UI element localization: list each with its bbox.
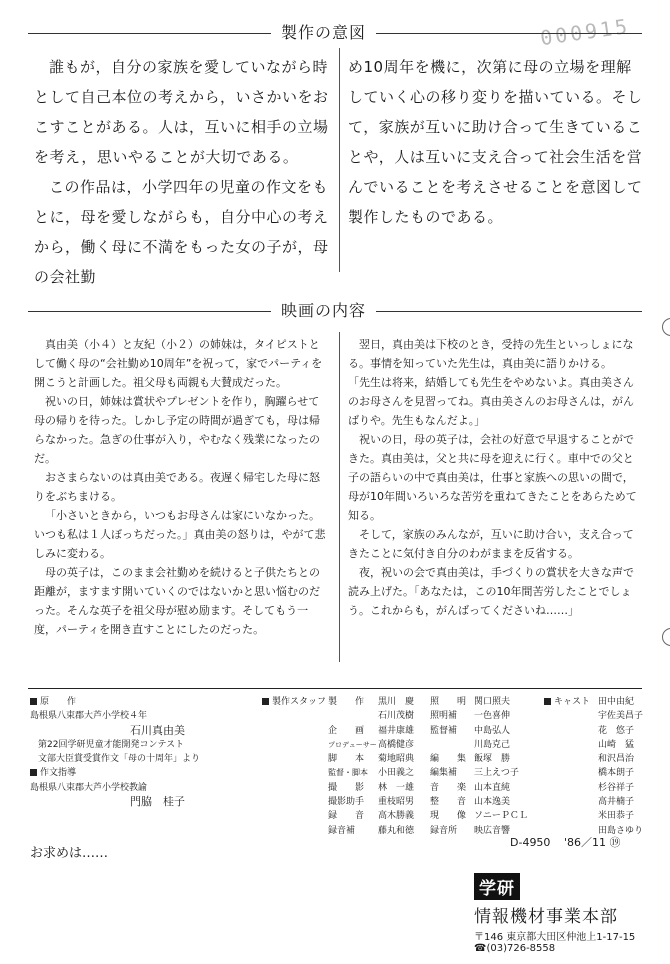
content-left-paragraph-5: 母の英子は，このまま会社勤めを続けると子供たちとの距離が，ますます開いていくのではないかと思い悩むのだった。そんな英子を祖父母が慰め励ます。そしてもう一度，パーティを開き直すことにしたのだった。 — [34, 566, 320, 636]
intent-right-column — [348, 52, 644, 232]
content-left-paragraph-2: 祝いの日，姉妹は賞状やプレゼントを作り，胸躍らせて母の帰りを待った。しかし予定の時間が過ぎても，母は帰らなかった。急ぎの仕事が入り，やむなく残業になったのだ。 — [34, 395, 320, 465]
staff-person: 林 一雄 — [378, 782, 415, 793]
cast-member: 宇佐美昌子 — [598, 711, 644, 722]
original-name: 石川真由美 — [130, 723, 185, 737]
staff-role: 監督補 — [430, 725, 458, 736]
staff-person: 福井康雄 — [378, 725, 415, 736]
content-left-paragraph-1: 真由美（小４）と友紀（小２）の姉妹は，タイピストとして働く母の“会社勤め10周年”を祝って，家でパーティを開こうと計画した。祖父母も両親も大賛成だった。 — [34, 338, 323, 389]
staff-person: 高橋健彦 — [378, 739, 415, 750]
cast-member: 杉谷祥子 — [598, 782, 635, 793]
award-line-1: 第22回学研児童才能開発コンテスト — [38, 739, 185, 750]
staff-column-1 — [328, 695, 438, 838]
content-right-paragraph-4: そして，家族のみんなが，互いに助け合い，支え合ってきたことに気付き自分のわがままを反省する。 — [348, 528, 634, 560]
cast-member: 高井楠子 — [598, 797, 635, 808]
credits-original-block — [30, 695, 258, 809]
original-org: 島根県八束郡大芦小学校４年 — [30, 711, 148, 722]
company-address: 〒146 東京都大田区仲池上1-17-15 — [474, 932, 636, 943]
content-left-paragraph-3: おさまらないのは真由美である。夜遅く帰宅した母に怒りをぶちまける。 — [34, 471, 320, 503]
staff-role: 録 音 — [328, 811, 365, 822]
staff-role: 編 集 — [430, 754, 467, 765]
catalog-code-row — [510, 834, 620, 850]
cast-member: 田島さゆり — [598, 825, 644, 836]
cast-member: 橋本朗子 — [598, 768, 635, 779]
guidance-org: 島根県八束郡大芦小学校教諭 — [30, 782, 148, 793]
company-logo: 学研 — [474, 873, 520, 900]
content-right-paragraph-2: 「先生は将来，結婚しても先生をやめないよ。真由美さんのお母さんを見習ってね。真由美さんのお母さんは，がんばりや。先生もなんだよ。」 — [348, 376, 634, 427]
original-label: 原 作 — [40, 697, 77, 707]
cast-list — [598, 695, 666, 838]
staff-person: 石川茂樹 — [378, 711, 415, 722]
staff-person: 三上えつ子 — [474, 768, 519, 779]
staff-person: 映広音響 — [474, 825, 511, 836]
staff-column-2 — [430, 695, 542, 838]
staff-role: 脚 本 — [328, 754, 365, 765]
staff-person: 関口照夫 — [474, 697, 511, 707]
catalog-mark: ⑲ — [609, 836, 621, 849]
bullet-icon — [544, 698, 551, 705]
intent-column-divider — [339, 48, 340, 272]
content-right-paragraph-3: 祝いの日，母の英子は，会社の好意で早退することができた。真由美は，父と共に母を迎えに行く。車中での父と子の語らいの中で真由美は，仕事と家族への思いの間で，母が10年間いろいろな苦労を重ねてきたことをあらためて知る。 — [348, 433, 637, 522]
staff-person: 高木勝義 — [378, 811, 415, 822]
staff-role: 製 作 — [328, 697, 365, 707]
staff-person: 一色喜伸 — [474, 711, 511, 722]
staff-role: プロデューサー — [328, 740, 377, 749]
content-right-paragraph-1: 翌日，真由美は下校のとき，受持の先生といっしょになる。事情を知っていた先生は，真由美に語りかける。 — [348, 338, 634, 370]
order-text: お求めは…… — [30, 846, 109, 861]
staff-role: 照 明 — [430, 697, 467, 707]
staff-person: 飯塚 勝 — [474, 754, 511, 765]
staff-role: 照明補 — [430, 711, 458, 722]
company-division: 情報機材事業本部 — [474, 907, 618, 927]
cast-member: 山崎 猛 — [598, 739, 635, 750]
staff-person: 川島克己 — [474, 739, 511, 750]
guidance-name: 門脇 桂子 — [130, 795, 185, 809]
punch-hole-upper — [662, 318, 670, 336]
bullet-icon — [30, 698, 37, 705]
company-phone: ☎(03)726-8558 — [474, 943, 556, 954]
guidance-label: 作文指導 — [40, 768, 77, 779]
archive-stamp: 000915 — [538, 13, 632, 51]
cast-member: 花 悠子 — [598, 725, 635, 736]
cast-member: 米田恭子 — [598, 811, 635, 822]
credits-top-rule — [28, 688, 642, 689]
intent-section-title: 製作の意図 — [271, 23, 376, 43]
staff-person: 中島弘人 — [474, 725, 511, 736]
staff-role: 撮影助手 — [328, 797, 365, 808]
credits-staff-label — [262, 695, 326, 709]
content-left-paragraph-4: 「小さいときから，いつもお母さんは家にいなかった。いつも私は１人ぼっちだった。」真由美の怒りは，やがて悲しみに変わる。 — [34, 509, 326, 560]
staff-role: 撮 影 — [328, 782, 365, 793]
cast-label-text: キャスト — [554, 697, 591, 707]
staff-person: 藤丸和徳 — [378, 825, 415, 836]
bullet-icon — [262, 698, 269, 705]
company-block — [474, 873, 664, 954]
award-line-2: 文部大臣賞受賞作文「母の十周年」より — [38, 754, 201, 765]
intent-left-column — [34, 52, 330, 292]
punch-hole-lower — [662, 628, 670, 646]
staff-role: 企 画 — [328, 725, 365, 736]
content-column-divider — [339, 332, 340, 662]
staff-role: 整 音 — [430, 797, 467, 808]
cast-member: 田中由紀 — [598, 697, 635, 707]
staff-person: ソニーＰＣＬ — [474, 811, 528, 822]
staff-role: 音 楽 — [430, 782, 467, 793]
staff-person: 山本直純 — [474, 782, 511, 793]
staff-label-text: 製作スタッフ — [272, 697, 327, 707]
guidance-label-row — [30, 766, 258, 780]
staff-person: 黒川 慶 — [378, 697, 415, 707]
original-label-row — [30, 695, 258, 709]
catalog-code: D-4950 — [510, 836, 551, 849]
staff-role: 監督・脚本 — [328, 768, 368, 778]
content-left-column — [34, 335, 330, 639]
staff-person: 重枝昭男 — [378, 797, 415, 808]
credits-cast-label — [544, 695, 590, 709]
content-right-paragraph-5: 夜，祝いの会で真由美は，手づくりの賞状を大きな声で読み上げた。「あなたは，この10年間苦労したことでしょう。これからも，がんばってくださいね……」 — [348, 566, 634, 617]
bullet-icon — [30, 769, 37, 776]
staff-role: 編集補 — [430, 768, 458, 779]
intent-right-paragraph-1: め10周年を機に，次第に母の立場を理解していく心の移り変りを描いている。そして，家族が互いに助け合って生きていることや，人は互いに支え合って社会生活を営んでいることを考えさせることを意図して製作したものである。 — [348, 58, 643, 226]
staff-person: 菊地昭典 — [378, 754, 415, 765]
staff-person: 小田義之 — [378, 768, 415, 779]
content-right-column — [348, 335, 644, 620]
intent-left-paragraph-2: この作品は，小学四年の児童の作文をもとに，母を愛しながらも，自分中心の考えから，働く母に不満をもった女の子が，母の会社勤 — [34, 178, 329, 286]
staff-person: 山本逸美 — [474, 797, 511, 808]
intent-left-paragraph-1: 誰もが，自分の家族を愛していながら時として自己本位の考えから，いさかいをおこすことがある。人は，互いに相手の立場を考え，思いやることが大切である。 — [34, 58, 329, 166]
staff-role: 録音補 — [328, 825, 356, 836]
catalog-date: '86／11 — [563, 836, 606, 849]
staff-role: 録音所 — [430, 825, 458, 836]
content-section-title: 映画の内容 — [271, 301, 376, 321]
staff-role: 現 像 — [430, 811, 467, 822]
cast-member: 和沢昌治 — [598, 754, 635, 765]
